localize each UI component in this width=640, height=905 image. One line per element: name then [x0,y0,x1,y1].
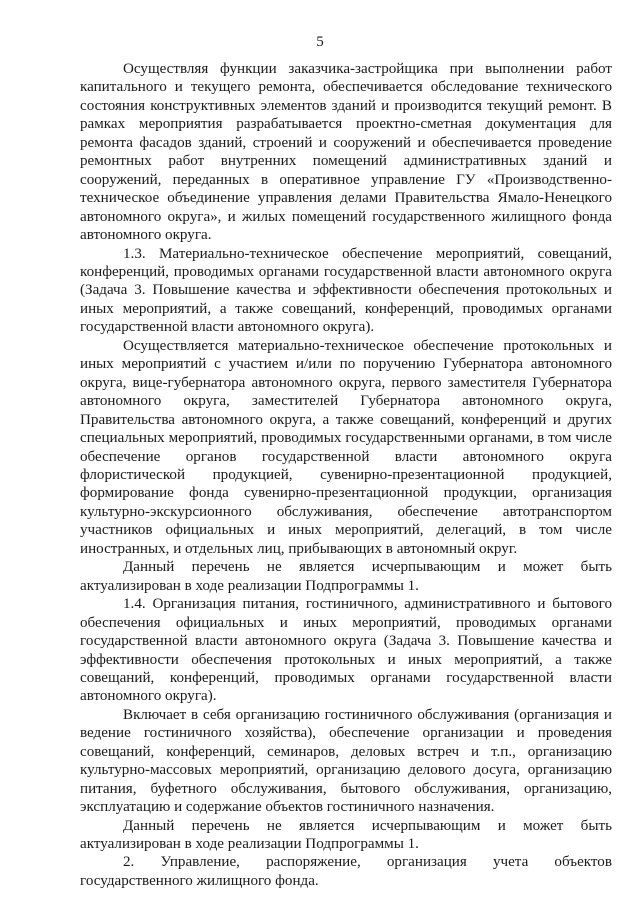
paragraph-hotel-services: Включает в себя организацию гостиничного обслуживания (организация и ведение гостиничного хозяйства), обеспечение организации и проведения совещаний, конференций, семинаров, деловых встреч и т.п., организацию культурно-массовых мероприятий, организацию делового досуга, организацию питания, буфетного обслуживания, бытового обслуживания, организацию, эксплуатацию и содержание объектов гостиничного назначения. [80,706,612,816]
paragraph-customer-developer-functions: Осуществляя функции заказчика-застройщика при выполнении работ капитального и текущего ремонта, обеспечивается обследование технического состояния конструктивных элементов зданий и производится текущий ремонт. В рамках мероприятия разрабатывается проектно-сметная документация для ремонта фасадов зданий, строений и сооружений и обеспечивается проведение ремонтных работ внутренних помещений административных зданий и сооружений, переданных в оперативное управление ГУ «Производственно-техническое объединение управления делами Правительства Ямало-Ненецкого автономного округа», и жилых помещений государственного жилищного фонда автономного округа. [80,61,612,244]
paragraph-material-technical-support: Осуществляется материально-техническое обеспечение протокольных и иных мероприятий с участием и/или по поручению Губернатора автономного округа, вице-губернатора автономного округа, первого заместителя Губернатора автономного округа, заместителей Губернатора автономного округа, Правительства автономного округа, а также совещаний, конференций и других специальных мероприятий, проводимых государственными органами, в том числе обеспечение органов государственной власти автономного округа флористической продукцией, сувенирно-презентационной продукцией, формирование фонда сувенирно-презентационной продукции, организация культурно-экскурсионного обслуживания, обеспечение автотранспортом участников официальных и иных мероприятий, делегаций, в том числе иностранных, и отдельных лиц, прибывающих в автономный округ. [80,337,612,557]
page-number: 5 [316,34,324,50]
paragraph-section-1-4: 1.4. Организация питания, гостиничного, административного и бытового обеспечения официальных и иных мероприятий, проводимых органами государственной власти автономного округа (Задача 3. Повышение качества и эффективности обеспечения протокольных и иных мероприятий, а также совещаний, конференций, проводимых органами государственной власти автономного округа). [80,596,612,705]
paragraph-list-not-exhaustive-2: Данный перечень не является исчерпывающим и может быть актуализирован в ходе реализации Подпрограммы 1. [80,817,612,853]
document-body [80,60,612,890]
paragraph-list-not-exhaustive: Данный перечень не является исчерпывающим и может быть актуализирован в ходе реализации Подпрограммы 1. [80,559,612,594]
paragraph-section-1-3: 1.3. Материально-техническое обеспечение мероприятий, совещаний, конференций, проводимых органами государственной власти автономного округа (Задача 3. Повышение качества и эффективности обеспечения протокольных и иных мероприятий, а также совещаний, конференций, проводимых органами государственной власти автономного округа). [80,245,612,336]
paragraph-section-2: 2. Управление, распоряжение, организация учета объектов государственного жилищного фонда. [80,854,612,889]
